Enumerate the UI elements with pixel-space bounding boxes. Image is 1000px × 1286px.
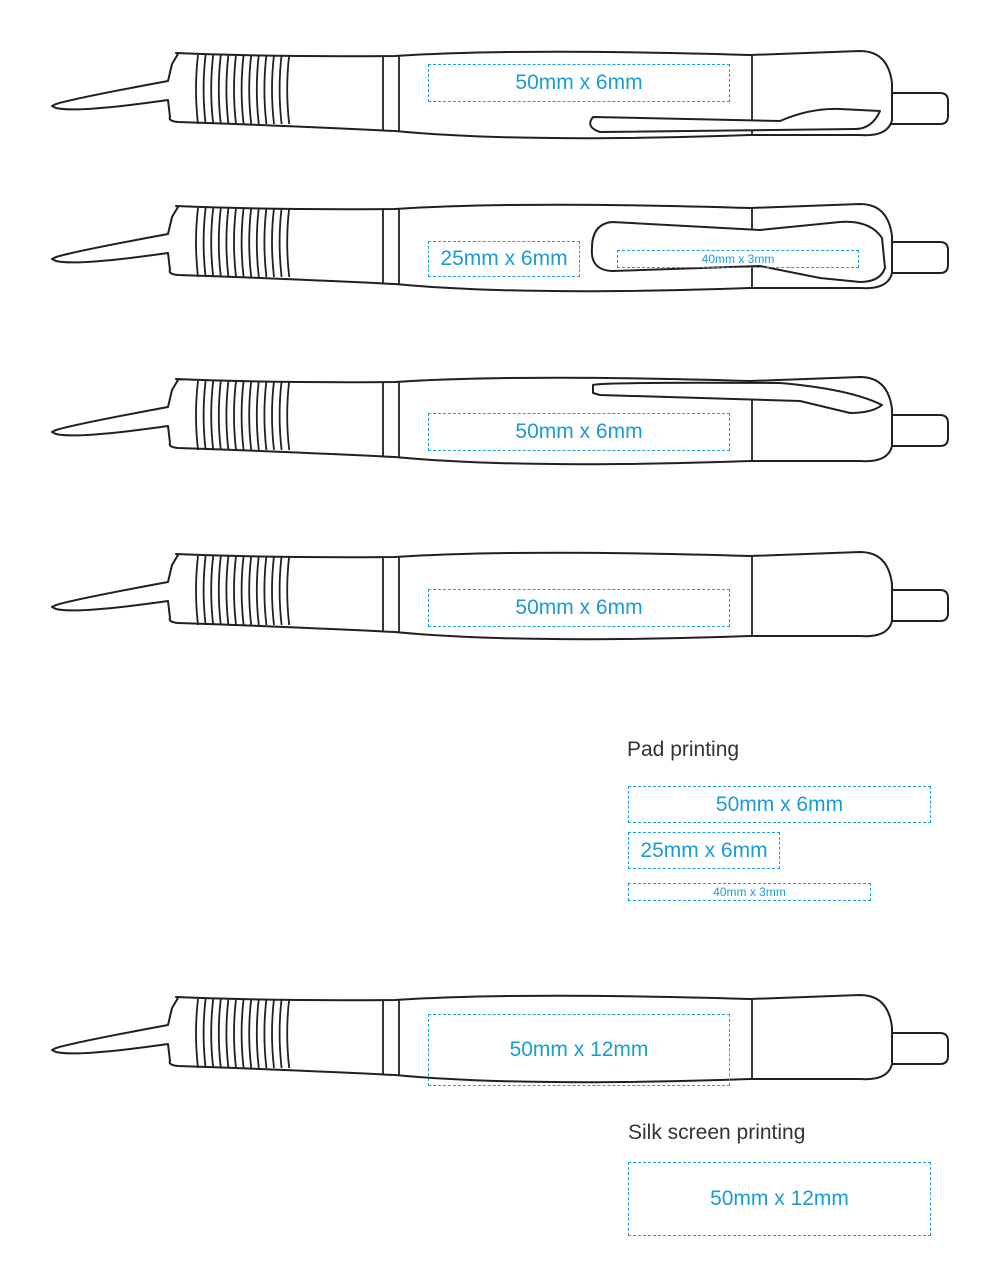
legend-print-area-50x6: 50mm x 6mm [628, 786, 931, 823]
print-area-50x6: 50mm x 6mm [428, 413, 730, 451]
print-area-25x6: 25mm x 6mm [428, 241, 580, 277]
legend-print-area-25x6: 25mm x 6mm [628, 832, 780, 869]
print-area-50x6: 50mm x 6mm [428, 64, 730, 102]
legend-print-area-40x3: 40mm x 3mm [628, 883, 871, 901]
print-area-50x12: 50mm x 12mm [428, 1014, 730, 1086]
silk-screen-printing-heading: Silk screen printing [628, 1121, 806, 1144]
legend-print-area-50x12: 50mm x 12mm [628, 1162, 931, 1236]
pad-printing-heading: Pad printing [627, 738, 740, 761]
print-area-50x6: 50mm x 6mm [428, 589, 730, 627]
print-area-40x3-clip: 40mm x 3mm [617, 250, 859, 268]
